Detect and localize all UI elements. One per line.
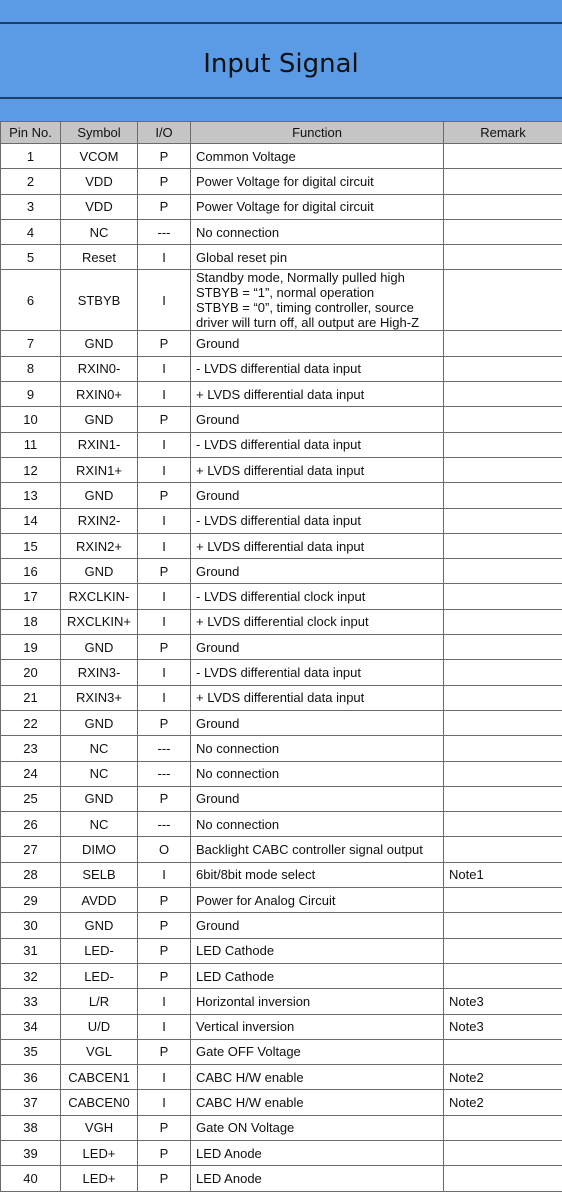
- pin-number-cell: 38: [1, 1116, 60, 1140]
- remark-cell: [444, 483, 562, 507]
- remark-cell: [444, 837, 562, 861]
- symbol-cell: LED-: [61, 964, 137, 988]
- pin-number-cell: 23: [1, 736, 60, 760]
- io-cell: P: [138, 559, 190, 583]
- function-cell: [191, 787, 443, 811]
- table-row: [1, 584, 562, 608]
- symbol-cell: L/R: [61, 989, 137, 1013]
- function-cell: [191, 1116, 443, 1140]
- table-row: [1, 660, 562, 684]
- function-text-line: - LVDS differential data input: [196, 513, 362, 529]
- remark-cell: [444, 1116, 562, 1140]
- table-row: [1, 762, 562, 786]
- function-cell: [191, 407, 443, 431]
- function-text-line: STBYB = “1”, normal operation: [196, 285, 375, 301]
- table-row: [1, 509, 562, 533]
- function-text-line: Ground: [196, 639, 240, 655]
- pin-number-cell: 4: [1, 220, 60, 244]
- symbol-cell: GND: [61, 711, 137, 735]
- table-body: [1, 144, 562, 1191]
- function-text-line: 6bit/8bit mode select: [196, 867, 316, 883]
- remark-cell: [444, 610, 562, 634]
- remark-cell: [444, 913, 562, 937]
- table-row: [1, 913, 562, 937]
- function-cell: [191, 635, 443, 659]
- pin-number-cell: 29: [1, 888, 60, 912]
- symbol-cell: VGL: [61, 1040, 137, 1064]
- table-row: [1, 736, 562, 760]
- io-cell: I: [138, 357, 190, 381]
- table-row: [1, 610, 562, 634]
- remark-cell: [444, 382, 562, 406]
- symbol-cell: RXIN0+: [61, 382, 137, 406]
- table-row: [1, 169, 562, 193]
- io-cell: P: [138, 964, 190, 988]
- remark-cell: Note2: [444, 1090, 562, 1114]
- function-cell: [191, 989, 443, 1013]
- io-cell: I: [138, 660, 190, 684]
- io-cell: P: [138, 1166, 190, 1190]
- function-text-line: No connection: [196, 816, 280, 832]
- symbol-cell: U/D: [61, 1015, 137, 1039]
- function-cell: [191, 331, 443, 355]
- remark-cell: [444, 245, 562, 269]
- symbol-cell: GND: [61, 483, 137, 507]
- io-cell: P: [138, 331, 190, 355]
- remark-cell: Note3: [444, 1015, 562, 1039]
- io-cell: I: [138, 1090, 190, 1114]
- remark-cell: Note2: [444, 1065, 562, 1089]
- function-cell: [191, 863, 443, 887]
- function-cell: [191, 711, 443, 735]
- table-row: [1, 1090, 562, 1114]
- function-cell: [191, 433, 443, 457]
- table-row: [1, 635, 562, 659]
- io-cell: P: [138, 169, 190, 193]
- pin-number-cell: 30: [1, 913, 60, 937]
- remark-cell: [444, 939, 562, 963]
- remark-cell: [444, 762, 562, 786]
- symbol-cell: RXIN3+: [61, 686, 137, 710]
- remark-cell: [444, 144, 562, 168]
- io-cell: ---: [138, 762, 190, 786]
- pin-number-cell: 19: [1, 635, 60, 659]
- function-text-line: No connection: [196, 766, 280, 782]
- function-text-line: Power Voltage for digital circuit: [196, 199, 374, 215]
- remark-cell: [444, 407, 562, 431]
- symbol-cell: SELB: [61, 863, 137, 887]
- function-text-line: Ground: [196, 563, 240, 579]
- io-cell: I: [138, 1015, 190, 1039]
- symbol-cell: VDD: [61, 195, 137, 219]
- io-cell: I: [138, 433, 190, 457]
- io-cell: I: [138, 270, 190, 330]
- io-cell: I: [138, 534, 190, 558]
- symbol-cell: GND: [61, 407, 137, 431]
- remark-cell: [444, 458, 562, 482]
- io-cell: ---: [138, 220, 190, 244]
- table-row: [1, 1040, 562, 1064]
- pin-table: [0, 121, 562, 1192]
- function-cell: [191, 144, 443, 168]
- pin-number-cell: 11: [1, 433, 60, 457]
- function-text-line: LED Cathode: [196, 968, 275, 984]
- pin-number-cell: 17: [1, 584, 60, 608]
- table-row: [1, 1116, 562, 1140]
- io-cell: P: [138, 711, 190, 735]
- symbol-cell: RXIN2-: [61, 509, 137, 533]
- table-row: [1, 357, 562, 381]
- function-cell: [191, 888, 443, 912]
- pin-number-cell: 22: [1, 711, 60, 735]
- io-cell: P: [138, 913, 190, 937]
- banner-top-strip: [0, 0, 562, 22]
- io-cell: ---: [138, 736, 190, 760]
- function-text-line: No connection: [196, 224, 280, 240]
- function-text-line: Ground: [196, 336, 240, 352]
- table-row: [1, 863, 562, 887]
- function-cell: [191, 382, 443, 406]
- function-text-line: LED Anode: [196, 1145, 262, 1161]
- table-row: [1, 407, 562, 431]
- function-cell: [191, 1090, 443, 1114]
- symbol-cell: VGH: [61, 1116, 137, 1140]
- function-cell: [191, 270, 443, 330]
- header-function: Function: [191, 122, 443, 143]
- table-row: [1, 245, 562, 269]
- symbol-cell: RXIN0-: [61, 357, 137, 381]
- table-row: [1, 1141, 562, 1165]
- page-title: Input Signal: [203, 48, 359, 79]
- function-cell: [191, 837, 443, 861]
- io-cell: P: [138, 144, 190, 168]
- table-row: [1, 382, 562, 406]
- table-row: [1, 270, 562, 330]
- function-text-line: Gate ON Voltage: [196, 1120, 295, 1136]
- table-row: [1, 812, 562, 836]
- pin-number-cell: 33: [1, 989, 60, 1013]
- function-text-line: Gate OFF Voltage: [196, 1044, 301, 1060]
- table-row: [1, 220, 562, 244]
- function-cell: [191, 1141, 443, 1165]
- function-text-line: Global reset pin: [196, 249, 288, 265]
- function-text-line: Ground: [196, 715, 240, 731]
- remark-cell: [444, 787, 562, 811]
- io-cell: P: [138, 635, 190, 659]
- function-cell: [191, 584, 443, 608]
- io-cell: I: [138, 863, 190, 887]
- function-text-line: + LVDS differential data input: [196, 462, 365, 478]
- table-row: [1, 989, 562, 1013]
- symbol-cell: Reset: [61, 245, 137, 269]
- function-cell: [191, 245, 443, 269]
- symbol-cell: RXIN2+: [61, 534, 137, 558]
- io-cell: I: [138, 989, 190, 1013]
- function-text-line: - LVDS differential data input: [196, 361, 362, 377]
- pin-number-cell: 16: [1, 559, 60, 583]
- remark-cell: [444, 331, 562, 355]
- table-row: [1, 144, 562, 168]
- table-row: [1, 1166, 562, 1190]
- remark-cell: [444, 736, 562, 760]
- io-cell: I: [138, 610, 190, 634]
- table-row: [1, 1015, 562, 1039]
- pin-number-cell: 13: [1, 483, 60, 507]
- remark-cell: Note1: [444, 863, 562, 887]
- symbol-cell: CABCEN0: [61, 1090, 137, 1114]
- remark-cell: [444, 534, 562, 558]
- function-text-line: Ground: [196, 791, 240, 807]
- remark-cell: [444, 812, 562, 836]
- pin-number-cell: 8: [1, 357, 60, 381]
- function-text-line: STBYB = “0”, timing controller, source: [196, 300, 414, 316]
- remark-cell: [444, 220, 562, 244]
- symbol-cell: RXIN3-: [61, 660, 137, 684]
- symbol-cell: NC: [61, 812, 137, 836]
- io-cell: ---: [138, 812, 190, 836]
- io-cell: P: [138, 888, 190, 912]
- symbol-cell: GND: [61, 635, 137, 659]
- header-io: I/O: [138, 122, 190, 143]
- function-cell: [191, 534, 443, 558]
- symbol-cell: STBYB: [61, 270, 137, 330]
- symbol-cell: NC: [61, 220, 137, 244]
- remark-cell: [444, 270, 562, 330]
- io-cell: P: [138, 1040, 190, 1064]
- io-cell: I: [138, 382, 190, 406]
- table-row: [1, 195, 562, 219]
- pin-number-cell: 1: [1, 144, 60, 168]
- table-row: [1, 331, 562, 355]
- io-cell: P: [138, 407, 190, 431]
- io-cell: I: [138, 1065, 190, 1089]
- pin-number-cell: 15: [1, 534, 60, 558]
- function-cell: [191, 686, 443, 710]
- remark-cell: [444, 964, 562, 988]
- symbol-cell: VDD: [61, 169, 137, 193]
- function-cell: [191, 1065, 443, 1089]
- function-text-line: Power Voltage for digital circuit: [196, 173, 374, 189]
- pin-number-cell: 24: [1, 762, 60, 786]
- function-cell: [191, 357, 443, 381]
- function-cell: [191, 610, 443, 634]
- function-cell: [191, 458, 443, 482]
- pin-number-cell: 34: [1, 1015, 60, 1039]
- symbol-cell: GND: [61, 559, 137, 583]
- function-text-line: Ground: [196, 917, 240, 933]
- banner-bottom-strip: [0, 99, 562, 121]
- symbol-cell: LED+: [61, 1166, 137, 1190]
- pin-number-cell: 21: [1, 686, 60, 710]
- symbol-cell: VCOM: [61, 144, 137, 168]
- pin-number-cell: 3: [1, 195, 60, 219]
- remark-cell: [444, 1166, 562, 1190]
- function-text-line: Backlight CABC controller signal output: [196, 842, 423, 858]
- table-row: [1, 433, 562, 457]
- function-text-line: No connection: [196, 740, 280, 756]
- function-cell: [191, 169, 443, 193]
- function-text-line: driver will turn off, all output are High-Z: [196, 315, 420, 331]
- io-cell: I: [138, 509, 190, 533]
- io-cell: P: [138, 1116, 190, 1140]
- table-row: [1, 483, 562, 507]
- function-text-line: - LVDS differential data input: [196, 664, 362, 680]
- io-cell: I: [138, 686, 190, 710]
- function-cell: [191, 1166, 443, 1190]
- pin-number-cell: 10: [1, 407, 60, 431]
- symbol-cell: DIMO: [61, 837, 137, 861]
- function-text-line: LED Anode: [196, 1170, 262, 1186]
- io-cell: O: [138, 837, 190, 861]
- symbol-cell: CABCEN1: [61, 1065, 137, 1089]
- function-cell: [191, 660, 443, 684]
- remark-cell: [444, 1141, 562, 1165]
- remark-cell: [444, 635, 562, 659]
- pin-number-cell: 7: [1, 331, 60, 355]
- function-cell: [191, 812, 443, 836]
- pin-number-cell: 26: [1, 812, 60, 836]
- function-text-line: + LVDS differential data input: [196, 386, 365, 402]
- pin-number-cell: 18: [1, 610, 60, 634]
- table-row: [1, 964, 562, 988]
- function-text-line: CABC H/W enable: [196, 1095, 304, 1111]
- header-symbol: Symbol: [61, 122, 137, 143]
- pin-number-cell: 37: [1, 1090, 60, 1114]
- table-header-row: [1, 122, 562, 143]
- function-text-line: LED Cathode: [196, 943, 275, 959]
- function-cell: [191, 220, 443, 244]
- table-row: [1, 711, 562, 735]
- remark-cell: [444, 559, 562, 583]
- symbol-cell: NC: [61, 762, 137, 786]
- pin-number-cell: 9: [1, 382, 60, 406]
- function-cell: [191, 483, 443, 507]
- table-row: [1, 534, 562, 558]
- pin-number-cell: 27: [1, 837, 60, 861]
- title-banner: [0, 24, 562, 97]
- pin-number-cell: 5: [1, 245, 60, 269]
- function-text-line: Power for Analog Circuit: [196, 892, 336, 908]
- symbol-cell: RXCLKIN+: [61, 610, 137, 634]
- pin-number-cell: 28: [1, 863, 60, 887]
- io-cell: P: [138, 1141, 190, 1165]
- remark-cell: [444, 169, 562, 193]
- function-cell: [191, 1015, 443, 1039]
- function-cell: [191, 913, 443, 937]
- header-remark: Remark: [444, 122, 562, 143]
- function-text-line: Common Voltage: [196, 148, 296, 164]
- remark-cell: [444, 509, 562, 533]
- remark-cell: [444, 660, 562, 684]
- function-cell: [191, 1040, 443, 1064]
- function-text-line: Ground: [196, 412, 240, 428]
- remark-cell: [444, 195, 562, 219]
- io-cell: I: [138, 584, 190, 608]
- table-row: [1, 939, 562, 963]
- pin-number-cell: 2: [1, 169, 60, 193]
- symbol-cell: RXIN1+: [61, 458, 137, 482]
- function-text-line: Horizontal inversion: [196, 993, 311, 1009]
- pin-number-cell: 40: [1, 1166, 60, 1190]
- remark-cell: [444, 711, 562, 735]
- table-row: [1, 787, 562, 811]
- function-text-line: - LVDS differential data input: [196, 437, 362, 453]
- pin-number-cell: 25: [1, 787, 60, 811]
- remark-cell: [444, 686, 562, 710]
- function-text-line: Ground: [196, 487, 240, 503]
- symbol-cell: GND: [61, 787, 137, 811]
- io-cell: P: [138, 939, 190, 963]
- pin-number-cell: 6: [1, 270, 60, 330]
- table-row: [1, 1065, 562, 1089]
- symbol-cell: NC: [61, 736, 137, 760]
- function-cell: [191, 964, 443, 988]
- pin-number-cell: 36: [1, 1065, 60, 1089]
- function-text-line: Standby mode, Normally pulled high: [196, 270, 405, 286]
- symbol-cell: RXIN1-: [61, 433, 137, 457]
- remark-cell: [444, 433, 562, 457]
- table-row: [1, 888, 562, 912]
- symbol-cell: AVDD: [61, 888, 137, 912]
- function-text-line: CABC H/W enable: [196, 1069, 304, 1085]
- symbol-cell: LED-: [61, 939, 137, 963]
- symbol-cell: GND: [61, 331, 137, 355]
- function-cell: [191, 509, 443, 533]
- pin-number-cell: 12: [1, 458, 60, 482]
- io-cell: P: [138, 195, 190, 219]
- header-pin-no: Pin No.: [1, 122, 60, 143]
- function-cell: [191, 736, 443, 760]
- pin-number-cell: 35: [1, 1040, 60, 1064]
- table-row: [1, 458, 562, 482]
- remark-cell: [444, 584, 562, 608]
- remark-cell: [444, 357, 562, 381]
- table-row: [1, 686, 562, 710]
- function-text-line: Vertical inversion: [196, 1019, 295, 1035]
- remark-cell: [444, 1040, 562, 1064]
- function-cell: [191, 195, 443, 219]
- remark-cell: Note3: [444, 989, 562, 1013]
- function-text-line: + LVDS differential data input: [196, 538, 365, 554]
- symbol-cell: GND: [61, 913, 137, 937]
- pin-number-cell: 32: [1, 964, 60, 988]
- function-text-line: + LVDS differential clock input: [196, 614, 369, 630]
- io-cell: P: [138, 483, 190, 507]
- function-cell: [191, 939, 443, 963]
- function-cell: [191, 762, 443, 786]
- symbol-cell: LED+: [61, 1141, 137, 1165]
- io-cell: I: [138, 458, 190, 482]
- io-cell: I: [138, 245, 190, 269]
- function-cell: [191, 559, 443, 583]
- table-row: [1, 559, 562, 583]
- pin-number-cell: 20: [1, 660, 60, 684]
- pin-table-container: [0, 121, 562, 1200]
- table-row: [1, 837, 562, 861]
- function-text-line: - LVDS differential clock input: [196, 589, 366, 605]
- io-cell: P: [138, 787, 190, 811]
- function-text-line: + LVDS differential data input: [196, 690, 365, 706]
- pin-number-cell: 31: [1, 939, 60, 963]
- pin-number-cell: 39: [1, 1141, 60, 1165]
- pin-number-cell: 14: [1, 509, 60, 533]
- remark-cell: [444, 888, 562, 912]
- symbol-cell: RXCLKIN-: [61, 584, 137, 608]
